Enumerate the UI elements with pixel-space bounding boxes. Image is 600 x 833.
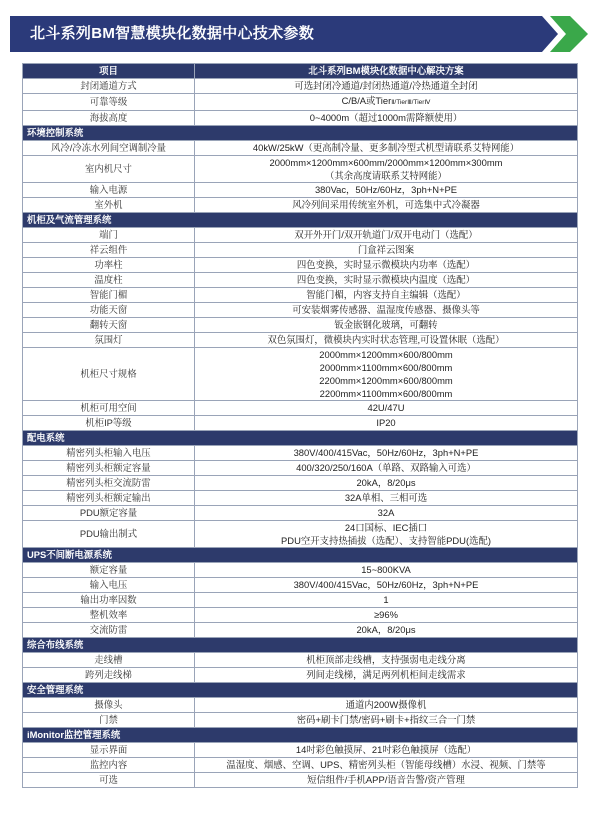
page-header [10,16,590,52]
row-value [195,667,578,682]
reliability-main: C/B/A或Tier [341,95,392,106]
table-row [23,592,578,607]
page-title: 北斗系列BM智慧模块化数据中心技术参数 [30,25,315,42]
row-value-line: 1 [383,594,389,605]
row-value-line: 四色变换，实时显示微模块内温度（选配） [296,274,476,285]
row-label: 机柜尺寸规格 [23,347,195,400]
row-value-line: IP20 [376,417,396,428]
row-value-line: 400/320/250/160A（单路、双路输入可选） [296,462,476,473]
row-value [195,415,578,430]
row-value-line: 钣金嵌钢化玻璃，可翻转 [334,319,438,330]
row-value-line: 2000mm×1100mm×600/800mm [319,361,453,373]
row-label: 室外机 [23,197,195,212]
row-label: 功能天窗 [23,302,195,317]
table-row [23,257,578,272]
row-value-line: 列间走线梯，满足两列机柜间走线需求 [306,669,466,680]
table-row [23,400,578,415]
row-value [195,400,578,415]
table-row [23,272,578,287]
row-value-line: PDU空开支持热插拔（选配）、支持智能PDU(选配) [281,534,491,546]
row-value [195,562,578,577]
table-row [23,475,578,490]
row-label: 交流防雷 [23,622,195,637]
row-value-line: 24口国标、IEC插口 [344,521,428,533]
row-value [195,772,578,787]
section-header-row [23,547,578,562]
row-value-line: 2000mm×1200mm×600mm/2000mm×1200mm×300mm [269,156,503,168]
row-label: 智能门楣 [23,287,195,302]
row-label: 输入电源 [23,182,195,197]
row-value-line: 短信组件/手机APP/语音告警/资产管理 [307,774,465,785]
table-row [23,197,578,212]
table-row [23,242,578,257]
row-label: 精密列头柜额定输出 [23,490,195,505]
table-row [23,757,578,772]
row-value [195,332,578,347]
row-value-line: 四色变换，实时显示微模块内功率（选配） [296,259,476,270]
row-value [195,347,578,400]
reliability-tier-small: Ⅱ/TierⅢ/TierⅣ [391,99,431,106]
row-value-line: 风冷列间采用传统室外机，可选集中式冷凝器 [292,199,480,210]
row-label: 温度柱 [23,272,195,287]
table-row [23,697,578,712]
row-value [195,227,578,242]
row-value [195,475,578,490]
spec-table [22,63,578,788]
table-row [23,505,578,520]
table-row [23,227,578,242]
table-row [23,772,578,787]
section-title: UPS不间断电源系统 [23,547,578,562]
row-value [195,490,578,505]
row-label: PDU输出制式 [23,520,195,547]
row-label: 可靠等级 [23,94,195,111]
row-label: 祥云组件 [23,242,195,257]
row-value [195,242,578,257]
table-row [23,94,578,111]
row-label: 室内机尺寸 [23,155,195,182]
section-title: 机柜及气流管理系统 [23,212,578,227]
table-row [23,287,578,302]
row-value-line: 20kA，8/20μs [356,624,416,635]
row-label: 氛围灯 [23,332,195,347]
row-value-line: 20kA，8/20μs [356,477,416,488]
row-label: 额定容量 [23,562,195,577]
row-value-line: 380V/400/415Vac，50Hz/60Hz，3ph+N+PE [293,579,479,590]
row-value [195,652,578,667]
row-value-line: 380V/400/415Vac，50Hz/60Hz，3ph+N+PE [293,447,479,458]
row-value [195,257,578,272]
section-header-row [23,727,578,742]
row-value [195,697,578,712]
table-row [23,140,578,155]
row-value-line: （其余高度请联系艾特网能） [325,169,447,181]
row-value [195,460,578,475]
table-row [23,562,578,577]
table-row [23,577,578,592]
row-value [195,622,578,637]
table-row [23,460,578,475]
row-value [195,155,578,182]
row-value-line: 2200mm×1200mm×600/800mm [319,374,453,386]
table-row [23,652,578,667]
section-title: 配电系统 [23,430,578,445]
row-value [195,520,578,547]
row-label: 机柜可用空间 [23,400,195,415]
row-value [195,592,578,607]
row-label: 功率柱 [23,257,195,272]
row-value [195,607,578,622]
column-header-item: 项目 [23,64,195,79]
row-label: 整机效率 [23,607,195,622]
table-row [23,520,578,547]
table-row [23,317,578,332]
column-header-solution: 北斗系列BM模块化数据中心解决方案 [195,64,578,79]
section-header-row [23,125,578,140]
section-title: iMonitor监控管理系统 [23,727,578,742]
row-value-line: 32A [377,507,395,518]
row-value-line: 32A单相、三相可选 [344,492,428,503]
table-row [23,607,578,622]
table-row [23,347,578,400]
table-row [23,415,578,430]
table-row [23,332,578,347]
row-label: 门禁 [23,712,195,727]
table-row [23,667,578,682]
row-value: 0~4000m（超过1000m需降额使用） [195,110,578,125]
row-label: 机柜IP等级 [23,415,195,430]
row-value: 可选封闭冷通道/封闭热通道/冷热通道全封闭 [195,79,578,94]
row-value-line: 智能门楣，内容支持自主编辑（选配） [306,289,466,300]
row-label: 可选 [23,772,195,787]
row-label: 端门 [23,227,195,242]
row-value-line: 可安装烟雾传感器、温湿度传感器、摄像头等 [292,304,480,315]
section-header-row [23,682,578,697]
row-value-line: 双开外开门/双开轨道门/双开电动门（选配） [294,229,478,240]
table-row [23,110,578,125]
row-value-line: 380Vac，50Hz/60Hz，3ph+N+PE [314,184,458,195]
row-label: 显示界面 [23,742,195,757]
row-value [195,757,578,772]
row-value [195,182,578,197]
row-value [195,197,578,212]
row-value-line: 40kW/25kW（更高制冷量、更多制冷型式机型请联系艾特网能） [252,142,520,153]
table-row [23,490,578,505]
section-header-row [23,212,578,227]
section-title: 环境控制系统 [23,125,578,140]
row-value-line: 15~800KVA [361,564,411,575]
row-value-line: ≥96% [374,609,398,620]
row-label: 精密列头柜输入电压 [23,445,195,460]
row-value-line: 通道内200W摄像机 [345,699,427,710]
table-row [23,445,578,460]
section-header-row [23,637,578,652]
row-value [195,317,578,332]
row-value-line: 温湿度、烟感、空调、UPS、精密列头柜（智能母线槽）水浸、视频、门禁等 [226,759,546,770]
row-value [195,742,578,757]
row-label: PDU额定容量 [23,505,195,520]
table-row [23,622,578,637]
spec-table-body [23,64,578,788]
row-label: 摄像头 [23,697,195,712]
row-value [195,445,578,460]
table-row [23,742,578,757]
row-value-line: 42U/47U [367,402,405,413]
table-header-row [23,64,578,79]
row-value-line: 门盒祥云图案 [357,244,415,255]
row-value [195,94,578,111]
row-value [195,287,578,302]
row-value [195,577,578,592]
row-value [195,272,578,287]
row-label: 输入电压 [23,577,195,592]
row-label: 输出功率因数 [23,592,195,607]
row-label: 走线槽 [23,652,195,667]
row-value [195,505,578,520]
row-value-line: 2200mm×1100mm×600/800mm [319,387,453,399]
table-row [23,155,578,182]
row-value [195,302,578,317]
table-row [23,182,578,197]
section-title: 安全管理系统 [23,682,578,697]
row-value-line: 14吋彩色触摸屏、21吋彩色触摸屏（选配） [295,744,477,755]
row-label: 精密列头柜额定容量 [23,460,195,475]
row-value [195,140,578,155]
row-label: 风冷/冷冻水列间空调制冷量 [23,140,195,155]
row-value-line: 机柜顶部走线槽，支持强弱电走线分离 [306,654,466,665]
row-label: 海拔高度 [23,110,195,125]
table-row [23,79,578,94]
row-value-line: 双色氛围灯，微模块内实时状态管理,可设置休眠（选配） [267,334,505,345]
table-row [23,302,578,317]
row-label: 监控内容 [23,757,195,772]
section-header-row [23,430,578,445]
row-label: 翻转天窗 [23,317,195,332]
row-value-line: 密码+刷卡门禁/密码+刷卡+指纹三合一门禁 [296,714,476,725]
row-label: 封闭通道方式 [23,79,195,94]
row-value-line: 2000mm×1200mm×600/800mm [319,348,453,360]
row-label: 精密列头柜交流防雷 [23,475,195,490]
section-title: 综合布线系统 [23,637,578,652]
row-label: 跨列走线梯 [23,667,195,682]
table-row [23,712,578,727]
row-value [195,712,578,727]
